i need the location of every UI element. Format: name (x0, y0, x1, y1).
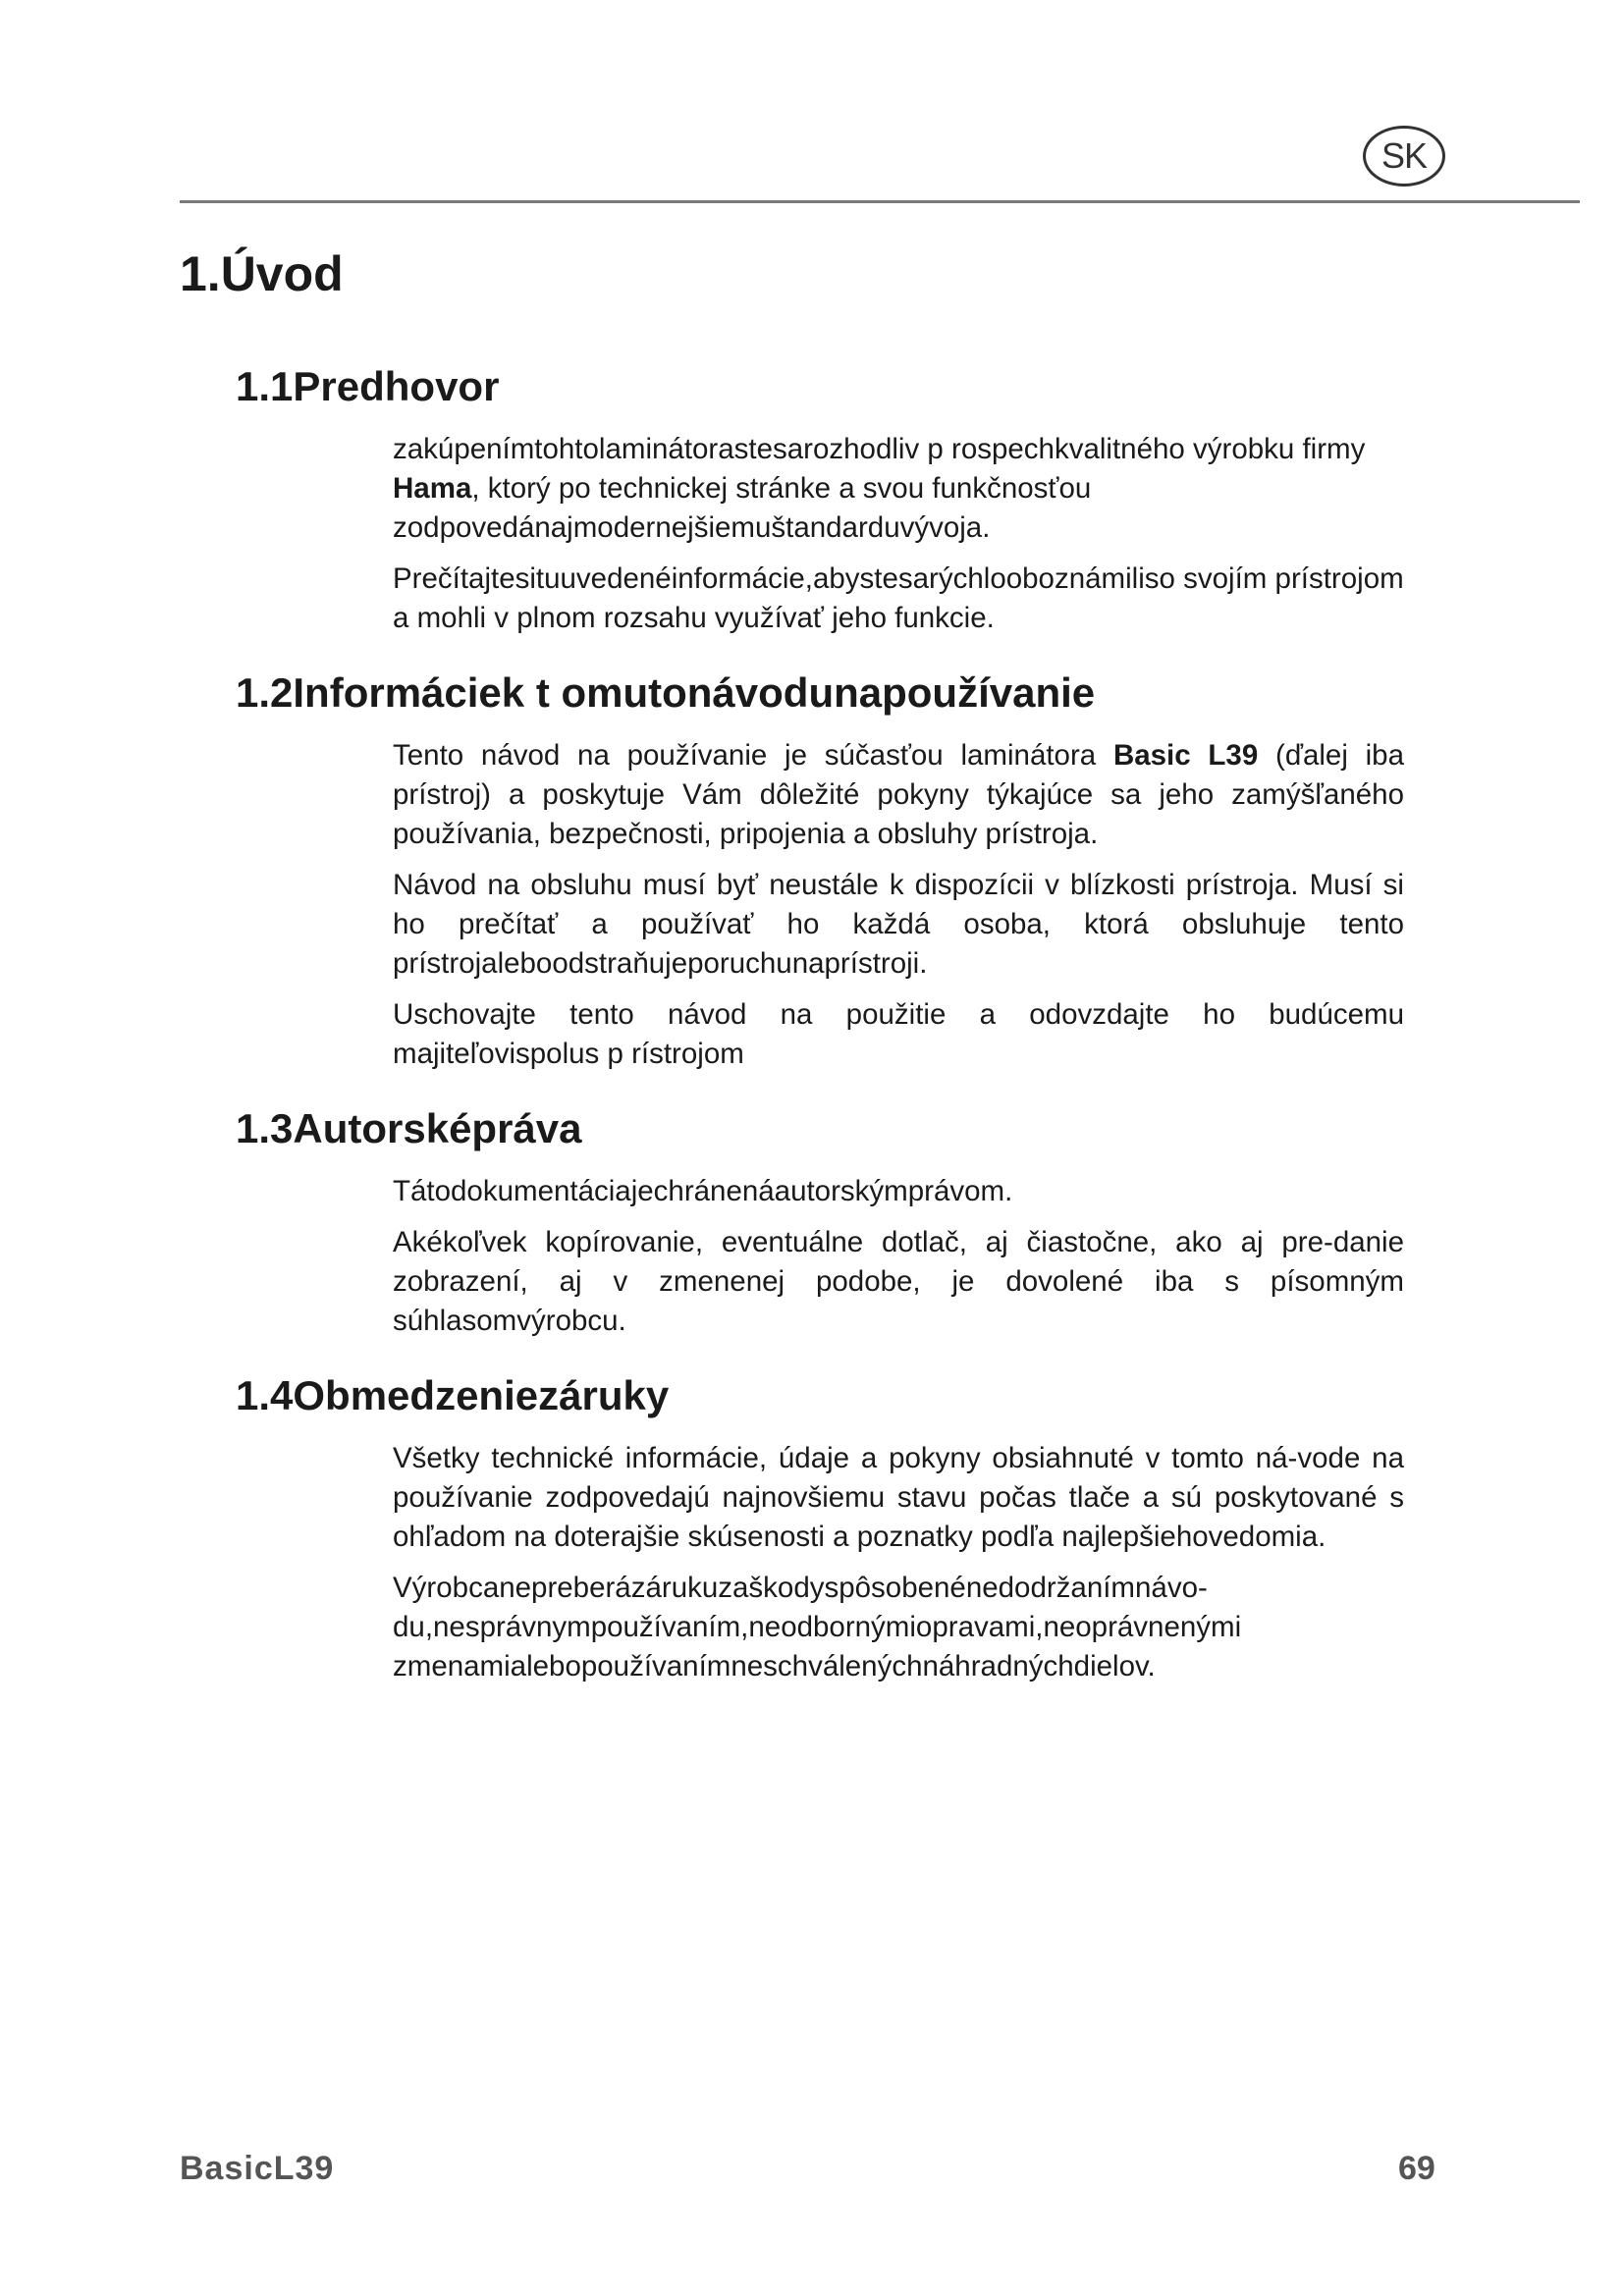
section-title: 1.4Obmedzeniezáruky (236, 1372, 670, 1418)
paragraph (393, 430, 1404, 548)
text-run: Návod na obsluhu musí byť neustále k dispozícii v blízkosti prístroja. Musí si ho prečítať a používať ho každá osoba, ktorá obsluhuje tento prístrojaleboodstraňujeporuchunaprístroji. (393, 869, 1404, 980)
document-content (236, 361, 1404, 1686)
section-autorske-prava (236, 1103, 1404, 1341)
text-run: Akékoľvek kopírovanie, eventuálne dotlač, aj čiastočne, ako aj pre-danie zobrazení, aj v zmenenej podobe, je dovolené iba s písomným súhlasomvýrobcu. (393, 1226, 1404, 1337)
emphasis-text: Hama (393, 472, 472, 505)
paragraph (393, 1223, 1404, 1341)
section-title: 1.3Autorsképráva (236, 1105, 582, 1151)
text-run: Výrobcanepreberázárukuzaškodyspôsobenénedodržanímnávo-du,nesprávnympoužívaním,neodbornýmiopravami,neoprávnenými zmenamialebopoužívanímneschválenýchnáhradnýchdielov. (393, 1572, 1242, 1682)
footer-page-number: 69 (1398, 2150, 1435, 2187)
footer-product-name: BasicL39 (180, 2150, 335, 2187)
emphasis-text: Basic L39 (1112, 739, 1259, 772)
text-run: Uschovajte tento návod na použitie a odovzdajte ho budúcemu majiteľovispolus p rístrojom (393, 998, 1404, 1070)
section-body (393, 430, 1404, 638)
paragraph (393, 995, 1404, 1074)
section-title: 1.2Informáciek t omutonávodunapoužívanie (236, 669, 1096, 716)
paragraph (393, 560, 1404, 638)
text-run: (ďalej iba prístroj) a poskytuje Vám dôležité pokyny týkajúce sa jeho zamýšľaného používania, bezpečnosti, pripojenia a obsluhy prístroja. (393, 739, 1404, 850)
section-informacie-k-navodu (236, 667, 1404, 1074)
section-obmedzenie-zaruky (236, 1370, 1404, 1686)
paragraph (393, 1172, 1404, 1211)
paragraph (393, 866, 1404, 984)
section-predhovor (236, 361, 1404, 638)
text-run: , ktorý po technickej stránke a svou funkčnosťou zodpovedánajmodernejšiemuštandarduvývoja. (393, 472, 1092, 544)
chapter-title: 1.Úvod (180, 246, 344, 301)
paragraph (393, 1439, 1404, 1557)
text-run: Prečítajtesituuvedenéinformácie,abystesarýchlooboznámiliso svojím prístrojom a mohli v plnom rozsahu využívať jeho funkcie. (393, 562, 1404, 634)
text-run: Tátodokumentáciajechránenáautorskýmprávom. (393, 1175, 1013, 1207)
language-badge: SK (1363, 126, 1445, 187)
text-run: Všetky technické informácie, údaje a pokyny obsiahnuté v tomto ná-vode na používanie zodpovedajú najnovšiemu stavu počas tlače a sú poskytované s ohľadom na doterajšie skúsenosti a poznatky podľa najlepšiehovedomia. (393, 1442, 1404, 1553)
paragraph (393, 736, 1404, 854)
section-body (393, 1172, 1404, 1341)
paragraph (393, 1569, 1404, 1686)
section-body (393, 736, 1404, 1074)
text-run: zakúpenímtohtolaminátorastesarozhodliv p rospechkvalitného výrobku firmy (393, 433, 1366, 465)
text-run: Tento návod na používanie je súčasťou laminátora (393, 739, 1113, 772)
section-body (393, 1439, 1404, 1686)
section-title: 1.1Predhovor (236, 363, 500, 409)
header-rule (180, 200, 1580, 203)
